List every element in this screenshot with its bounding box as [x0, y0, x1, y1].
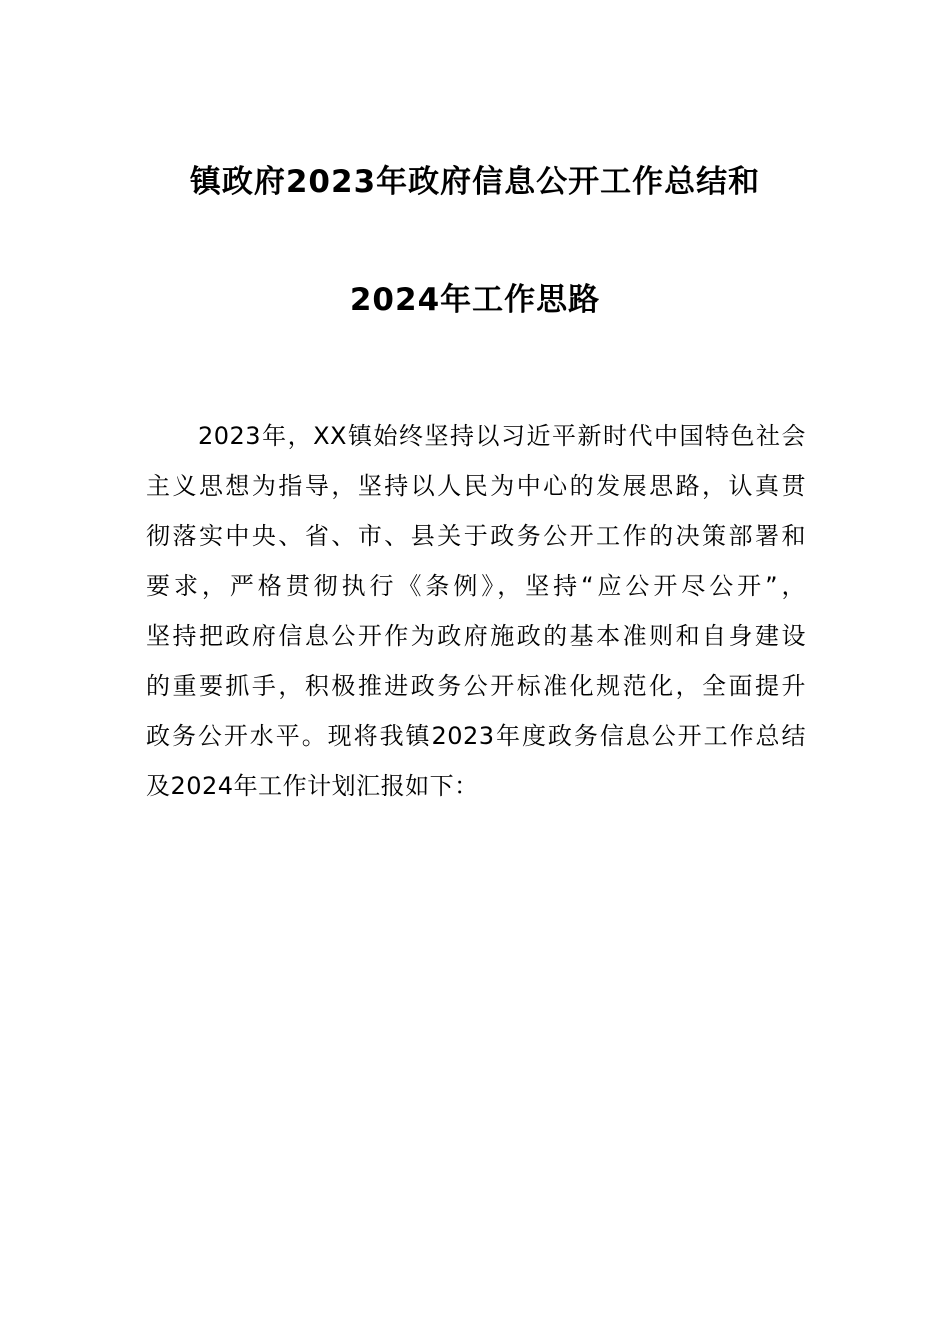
paragraph-line: 2023年，XX镇始终坚持以习近平新时代中国特色社会: [198, 422, 806, 450]
paragraph-line: 坚持把政府信息公开作为政府施政的基本准则和自身建设: [146, 622, 806, 650]
paragraph-line: 要求，严格贯彻执行《条例》，坚持“应公开尽公开”，: [146, 572, 806, 600]
paragraph-line: 主义思想为指导，坚持以人民为中心的发展思路，认真贯: [146, 472, 806, 500]
paragraph-line: 的重要抓手，积极推进政务公开标准化规范化，全面提升: [146, 672, 806, 700]
paragraph-line: 政务公开水平。现将我镇2023年度政务信息公开工作总结: [146, 722, 806, 750]
document-title-line-1: 镇政府2023年政府信息公开工作总结和: [189, 164, 761, 200]
intro-paragraph: [146, 411, 806, 811]
document-title-line-2: 2024年工作思路: [349, 282, 601, 318]
paragraph-line: 彻落实中央、省、市、县关于政务公开工作的决策部署和: [146, 522, 806, 550]
paragraph-line: 及2024年工作计划汇报如下：: [146, 772, 479, 800]
